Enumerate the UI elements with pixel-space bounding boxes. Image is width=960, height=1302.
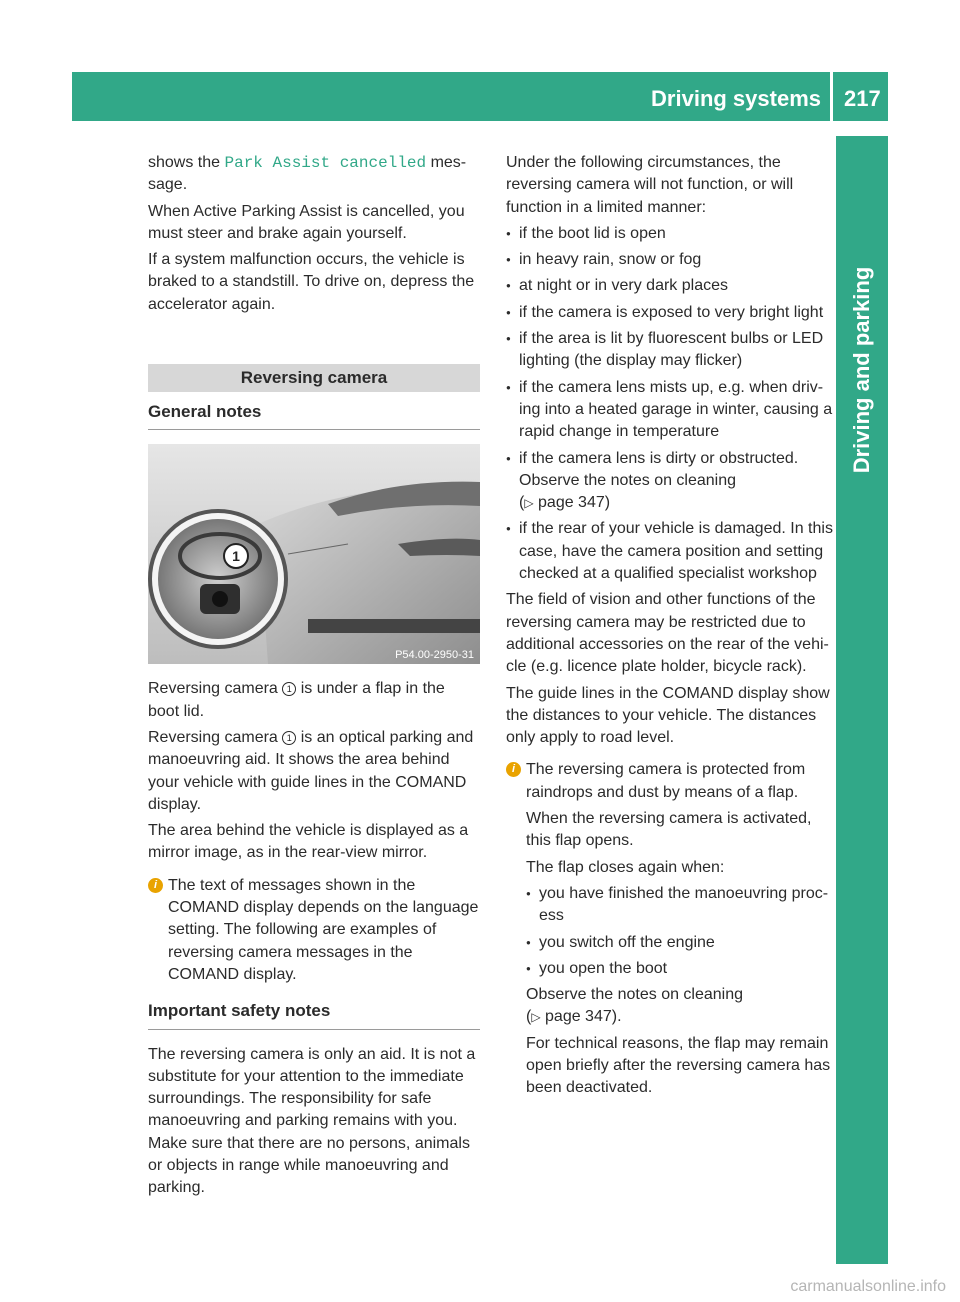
- photo-callout-marker: 1: [232, 548, 240, 565]
- info-note: [506, 759, 836, 1099]
- info-icon: i: [148, 878, 163, 893]
- photo-code: P54.00-2950-31: [395, 649, 474, 662]
- list-item: ● if the camera lens mists up, e.g. when driv-ing into a heated garage in winter, causing a rapid change in temperature: [506, 377, 836, 444]
- intro-paragraph: shows the Park Assist cancelled mes-sage.: [148, 154, 467, 194]
- section-title: Reversing camera: [148, 364, 480, 392]
- flap-paragraph: The reversing camera is protected from raindrops and dust by means of a flap.: [526, 761, 806, 801]
- header-title: Driving systems: [651, 86, 821, 111]
- flap-close-list: [526, 883, 836, 980]
- marker-1: 1: [282, 731, 296, 745]
- safety-notes-heading: Important safety notes: [148, 1000, 480, 1029]
- malfunction-paragraph: If a system malfunction occurs, the vehicle is braked to a standstill. To drive on, depress the accelerator again.: [148, 251, 475, 313]
- info-note: i The text of messages shown in the COMAND display depends on the language setting. The following are examples of reversing camera messages in the COMAND display.: [148, 875, 480, 986]
- list-item: ● if the area is lit by fluorescent bulbs or LED lighting (the display may flicker): [506, 328, 836, 373]
- safety-paragraph: The reversing camera is only an aid. It is not a substitute for your attention to the immediate surroundings. The responsibility for safe manoeuvring and parking remains with you. Make sure that there are no persons, animals or objects in range while manoeuvring and parking.: [148, 1045, 476, 1197]
- page-number: 217: [844, 86, 881, 111]
- list-item: ● if the camera is exposed to very bright light: [506, 302, 836, 324]
- list-item: ● if the boot lid is open: [506, 223, 836, 245]
- flap-closes-paragraph: The flap closes again when:: [526, 858, 725, 876]
- page-reference[interactable]: page 347).: [545, 1008, 622, 1026]
- marker-1: 1: [282, 682, 296, 696]
- header-separator: [830, 72, 833, 121]
- info-icon: i: [506, 762, 521, 777]
- watermark: carmanualsonline.info: [790, 1278, 946, 1295]
- right-column: [506, 152, 836, 1104]
- left-column: [148, 152, 480, 1204]
- mirror-image-paragraph: The area behind the vehicle is displayed as a mirror image, as in the rear-view mirror.: [148, 822, 469, 862]
- flap-opens-paragraph: When the reversing camera is activated, this flap opens.: [526, 810, 812, 850]
- cancel-paragraph: When Active Parking Assist is cancelled, you must steer and brake again yourself.: [148, 202, 465, 242]
- technical-paragraph: For technical reasons, the flap may remain open briefly after the reversing camera has been deactivated.: [526, 1034, 831, 1097]
- page-ref-arrow-icon: ▷: [524, 496, 534, 511]
- guide-lines-paragraph: The guide lines in the COMAND display show the distances to your vehicle. The distances only apply to road level.: [506, 684, 830, 747]
- cleaning-paragraph: Observe the notes on cleaning (▷ page 347).: [526, 986, 744, 1026]
- page-reference[interactable]: page 347): [538, 494, 611, 512]
- list-item: ● you switch off the engine: [526, 932, 836, 954]
- reversing-camera-photo: [148, 444, 480, 664]
- list-item: ● if the rear of your vehicle is damaged. In this case, have the camera position and setting checked at a qualified specialist workshop: [506, 518, 836, 585]
- circumstances-list: [506, 223, 836, 585]
- list-item: ● you have finished the manoeuvring proc-ess: [526, 883, 836, 928]
- circumstances-intro: Under the following circumstances, the reversing camera will not function, or will function in a limited manner:: [506, 154, 794, 216]
- list-item: ● in heavy rain, snow or fog: [506, 249, 836, 271]
- side-tab-label: Driving and parking: [849, 266, 874, 474]
- list-item: ● if the camera lens is dirty or obstructed. Observe the notes on cleaning (▷ page 347): [506, 448, 836, 515]
- field-of-vision-paragraph: The field of vision and other functions of the reversing camera may be restricted due to additional accessories on the rear of the vehi-cle (e.g. licence plate holder, bicycle rack).: [506, 591, 829, 676]
- camera-location-paragraph: Reversing camera 1 is under a flap in the boot lid.: [148, 680, 445, 720]
- list-item: ● at night or in very dark places: [506, 275, 836, 297]
- general-notes-heading: General notes: [148, 401, 480, 430]
- park-assist-message: Park Assist cancelled: [224, 154, 427, 172]
- page-ref-arrow-icon: ▷: [531, 1010, 541, 1025]
- camera-aid-paragraph: Reversing camera 1 is an optical parking and manoeuvring aid. It shows the area behind your vehicle with guide lines in the COMAND display.: [148, 728, 474, 813]
- list-item: ● you open the boot: [526, 958, 836, 980]
